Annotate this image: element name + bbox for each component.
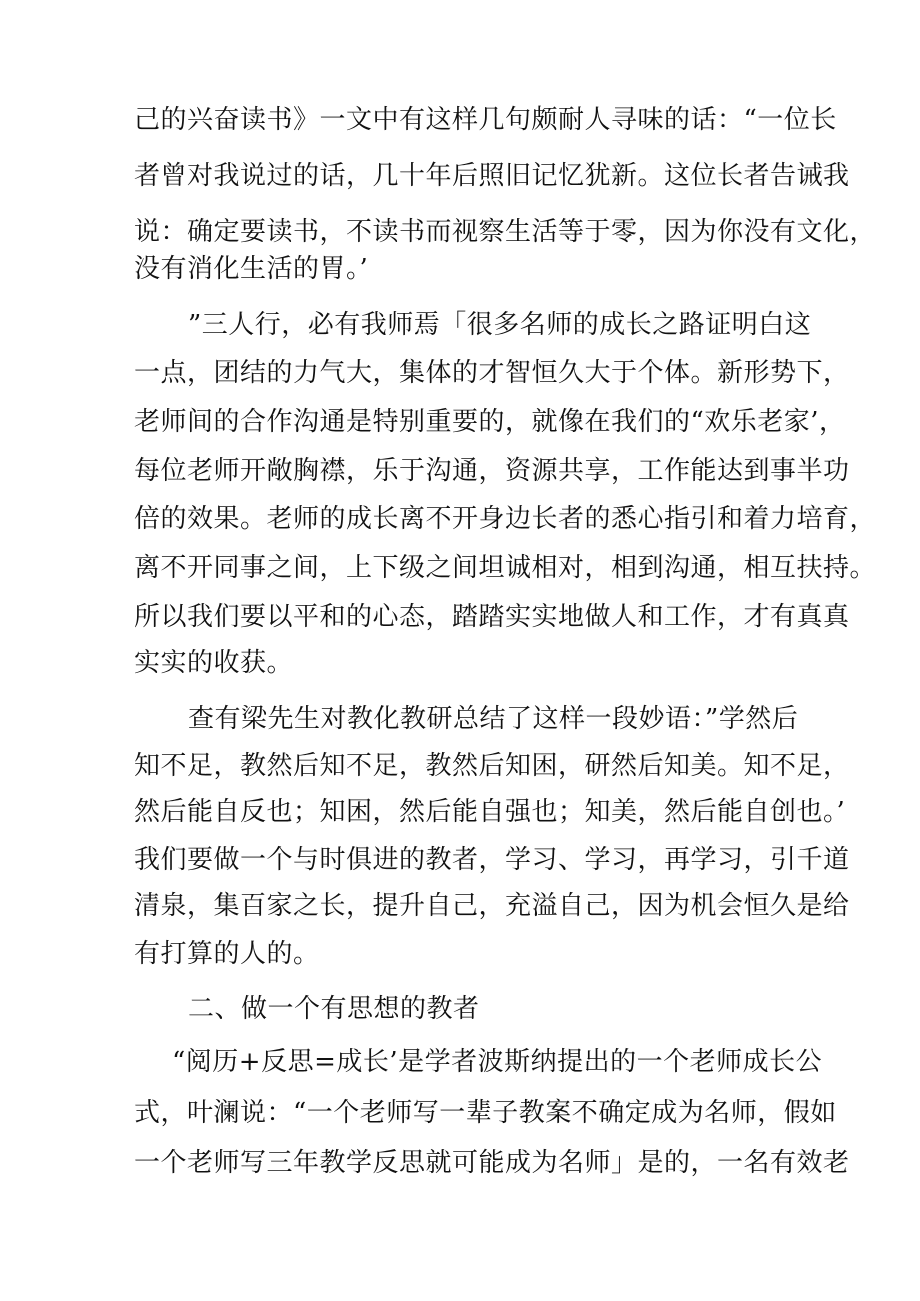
text-line: 老师间的合作沟通是特别重要的，就像在我们的“欢乐老家’， — [134, 407, 846, 437]
text-line: 倍的效果。老师的成长离不开身边长者的悉心指引和着力培育， — [134, 504, 877, 534]
text-line: 没有消化生活的胃。’ — [134, 254, 369, 284]
text-line: 一个老师写三年教学反思就可能成为名师」是的，一名有效老 — [134, 1148, 850, 1178]
text-line: 我们要做一个与时俱进的教者，学习、学习，再学习，引千道 — [134, 845, 850, 875]
text-line: 者曾对我说过的话，几十年后照旧记忆犹新。这位长者告诫我 — [134, 161, 850, 191]
text-line: 清泉，集百家之长，提升自己，充溢自己，因为机会恒久是给 — [134, 891, 850, 921]
text-line: 一点，团结的力气大，集体的才智恒久大于个体。新形势下， — [134, 358, 850, 388]
text-line: 然后能自反也；知困，然后能自强也；知美，然后能自创也。’ — [134, 797, 846, 827]
section-heading: 二、做一个有思想的教者 — [188, 994, 480, 1024]
text-line: 实实的收获。 — [134, 648, 294, 678]
paragraph-start-line: 查有梁先生对教化教研总结了这样一段妙语：”学然后 — [188, 704, 799, 734]
paragraph-start-line: “阅历+反思=成长’是学者波斯纳提出的一个老师成长公 — [172, 1047, 823, 1077]
text-line: 说：确定要读书，不读书而视察生活等于零，因为你没有文化， — [134, 217, 877, 247]
paragraph-start-line: ”三人行，必有我师焉「很多名师的成长之路证明白这 — [188, 310, 812, 340]
text-line: 离不开同事之间，上下级之间坦诚相对，相到沟通，相互扶持。 — [134, 553, 877, 583]
text-line: 己的兴奋读书》一文中有这样几句颇耐人寻味的话：“一位长 — [134, 105, 837, 135]
text-line: 所以我们要以平和的心态，踏踏实实地做人和工作，才有真真 — [134, 602, 850, 632]
text-line: 式，叶澜说：“一个老师写一辈子教案不确定成为名师，假如 — [134, 1098, 837, 1128]
text-line: 有打算的人的。 — [134, 939, 320, 969]
text-line: 每位老师开敞胸襟，乐于沟通，资源共享，工作能达到事半功 — [134, 456, 850, 486]
text-line: 知不足，教然后知不足，教然后知困，研然后知美。知不足， — [134, 751, 850, 781]
